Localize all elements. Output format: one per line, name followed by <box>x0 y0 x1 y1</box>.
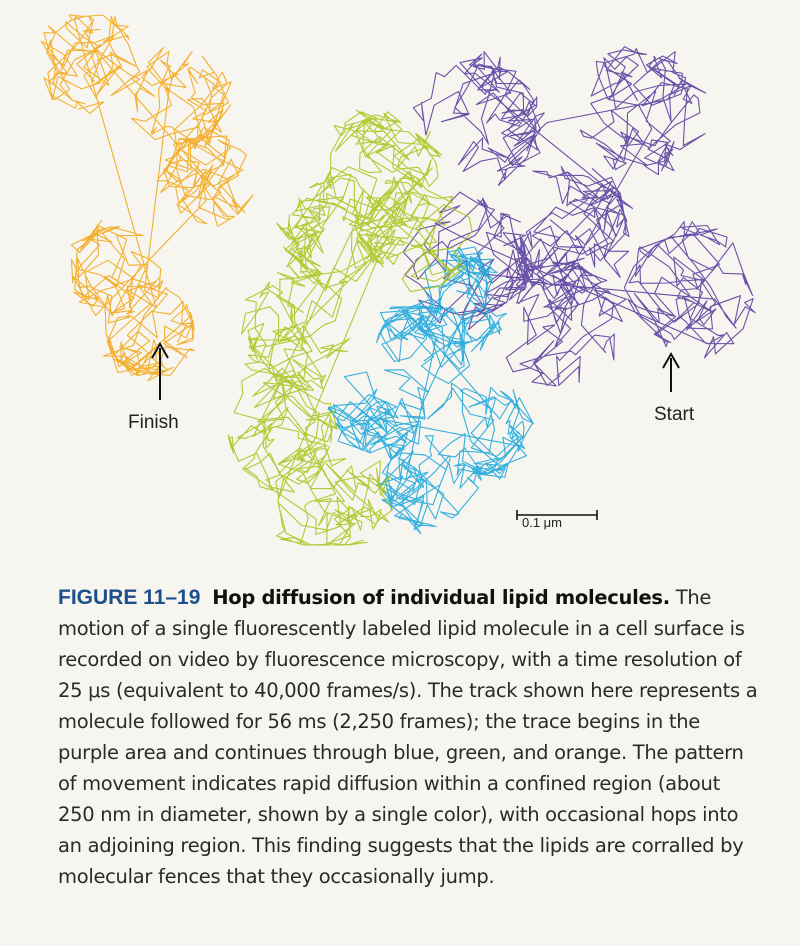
trace-purple-region <box>403 47 755 386</box>
trace-blue-path <box>328 247 533 534</box>
trace-orange-path <box>41 15 253 381</box>
figure-title: Hop diffusion of individual lipid molecules. <box>212 586 670 609</box>
trace-green-region <box>228 110 472 545</box>
caption-body: The motion of a single fluorescently labeled lipid molecule in a cell surface is recorded on video by fluorescence microscopy, with a time resolution of 25 μs (equivalent to 40,000 frames/s). The track shown here represents a molecule followed for 56 ms (2,250 frames); the trace begins in the purple area and continues through blue, green, and orange. The pattern of movement indicates rapid diffusion within a confined region (about 250 nm in diameter, shown by a single color), with occasional hops into an adjoining region. This finding suggests that the lipids are corralled by molecular fences that they occasionally jump. <box>58 586 758 888</box>
finish-label: Finish <box>128 412 179 433</box>
trace-orange-region <box>41 15 253 381</box>
trace-green-path <box>228 110 472 545</box>
start-label: Start <box>654 404 695 425</box>
trace-blue-region <box>328 247 533 534</box>
figure-number: FIGURE 11–19 <box>58 586 201 609</box>
figure-caption <box>58 582 758 892</box>
scale-bar-label: 0.1 μm <box>522 515 563 530</box>
trace-purple-path <box>403 47 755 386</box>
start-arrow-icon <box>663 354 679 392</box>
